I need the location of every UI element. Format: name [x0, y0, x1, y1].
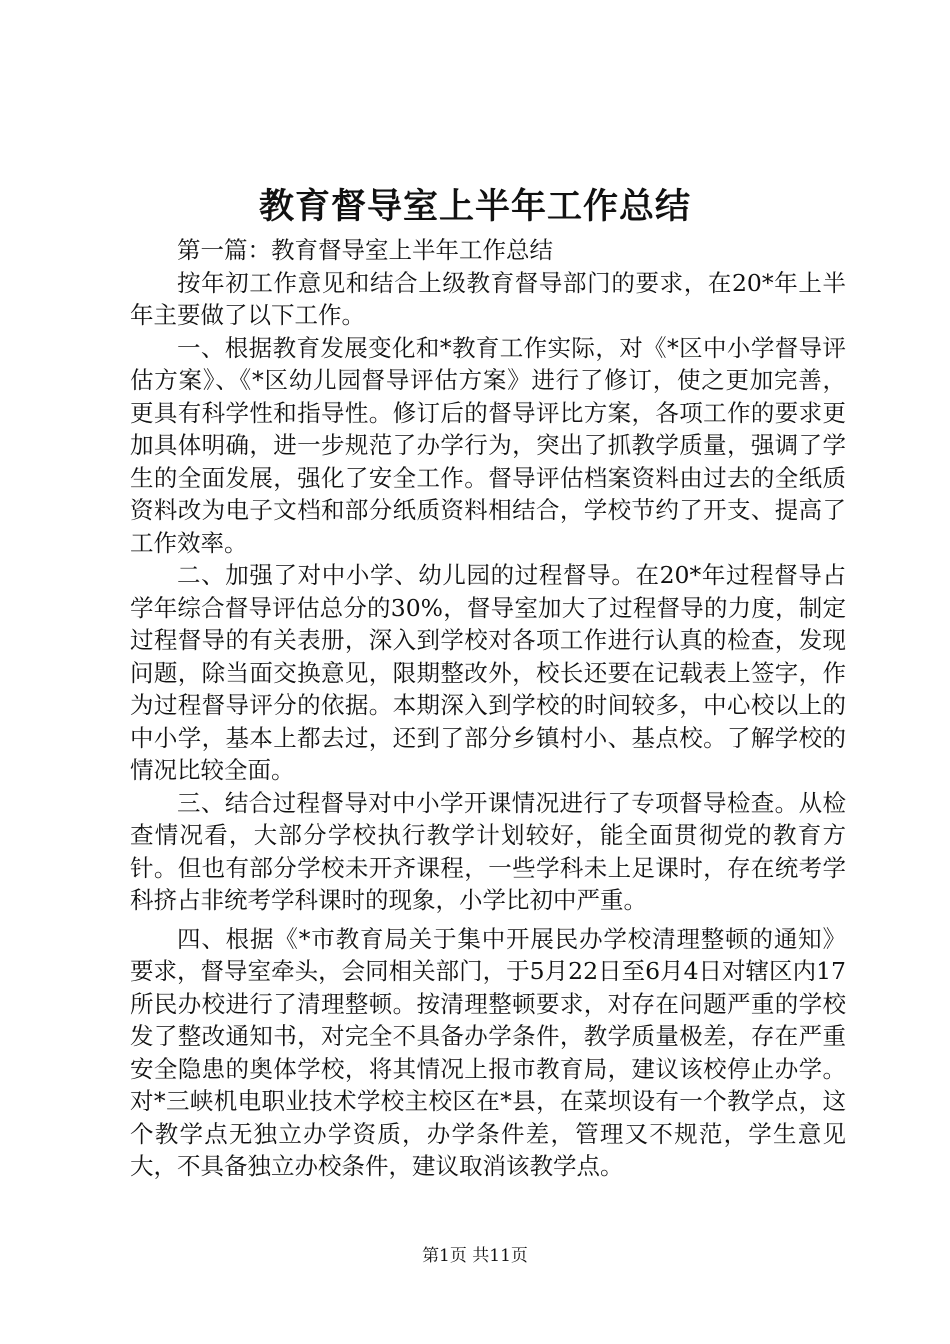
paragraph-item-1: 一、根据教育发展变化和*教育工作实际，对《*区中小学督导评估方案》、《*区幼儿园督导评估方案》进行了修订，使之更加完善，更具有科学性和指导性。修订后的督导评比方案，各项工作的要求更加具体明确，进一步规范了办学行为，突出了抓教学质量，强调了学生的全面发展，强化了安全工作。督导评估档案资料由过去的全纸质资料改为电子文档和部分纸质资料相结合，学校节约了开支、提高了工作效率。: [130, 333, 846, 557]
document-body: [130, 234, 846, 1183]
paragraph-intro: 按年初工作意见和结合上级教育督导部门的要求，在20*年上半年主要做了以下工作。: [130, 268, 846, 329]
paragraph-item-2: 二、加强了对中小学、幼儿园的过程督导。在20*年过程督导占学年综合督导评估总分的30%，督导室加大了过程督导的力度，制定过程督导的有关表册，深入到学校对各项工作进行认真的检查，发现问题，除当面交换意见，限期整改外，校长还要在记载表上签字，作为过程督导评分的依据。本期深入到学校的时间较多，中心校以上的中小学，基本上都去过，还到了部分乡镇村小、基点校。了解学校的情况比较全面。: [130, 561, 846, 784]
page-number-footer: 第1页 共11页: [422, 1246, 528, 1266]
paragraph-subtitle: 第一篇：教育督导室上半年工作总结: [177, 236, 553, 264]
paragraph-item-4: 四、根据《*市教育局关于集中开展民办学校清理整顿的通知》要求，督导室牵头，会同相关部门，于5月22日至6月4日对辖区内17所民办校进行了清理整顿。按清理整顿要求，对存在问题严重的学校发了整改通知书，对完全不具备办学条件，教学质量极差，存在严重安全隐患的奥体学校，将其情况上报市教育局，建议该校停止办学。对*三峡机电职业技术学校主校区在*县，在菜坝设有一个教学点，这个教学点无独立办学资质，办学条件差，管理又不规范，学生意见大，不具备独立办校条件，建议取消该教学点。: [130, 924, 846, 1180]
document-title: 教育督导室上半年工作总结: [258, 187, 691, 227]
paragraph-item-3: 三、结合过程督导对中小学开课情况进行了专项督导检查。从检查情况看，大部分学校执行教学计划较好，能全面贯彻党的教育方针。但也有部分学校未开齐课程，一些学科未上足课时，存在统考学科挤占非统考学科课时的现象，小学比初中严重。: [130, 788, 846, 914]
